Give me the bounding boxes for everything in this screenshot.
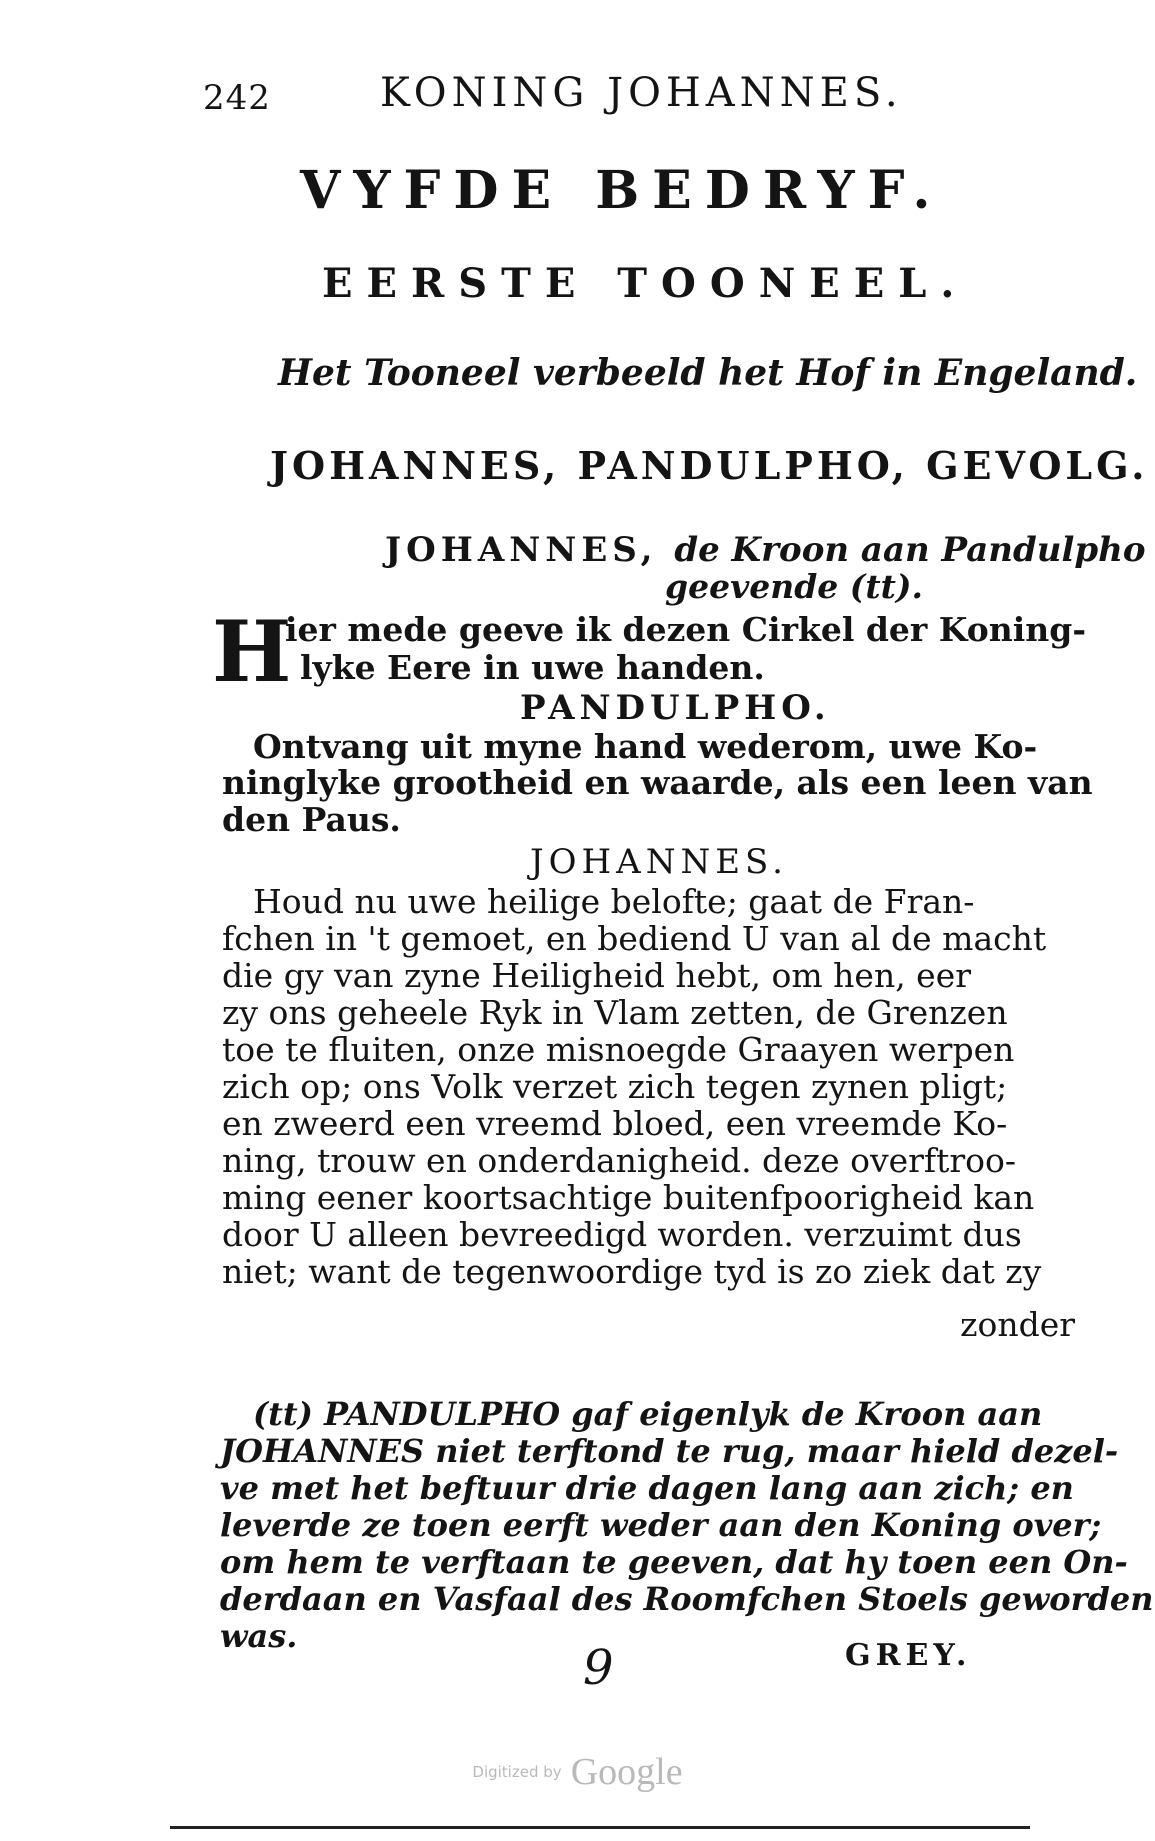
page-number: 242 xyxy=(203,78,271,118)
text-line: zich op; ons Volk verzet zich tegen zynen pligt; xyxy=(222,1067,1008,1106)
footnote-line: ve met het beftuur drie dagen lang aan zich; en xyxy=(220,1469,1074,1507)
watermark-prefix: Digitized by xyxy=(472,1763,562,1781)
scan-edge-rule xyxy=(170,1826,1030,1829)
text-line: fchen in 't gemoet, en bediend U van al de macht xyxy=(222,919,1047,958)
text-line: ning, trouw en onderdanigheid. deze overftroo- xyxy=(222,1141,1017,1180)
text-line: die gy van zyne Heiligheid hebt, om hen, eer xyxy=(222,956,972,995)
footnote-line: JOHANNES niet terftond te rug, maar hield dezel- xyxy=(220,1432,1119,1470)
running-title: KONING JOHANNES. xyxy=(380,70,903,116)
text-line: ier mede geeve ik dezen Cirkel der Koning- xyxy=(285,610,1087,649)
footnote-line: derdaan en Vasfaal des Roomfchen Stoels geworden xyxy=(220,1580,1154,1618)
speaker-johannes xyxy=(385,530,1146,570)
catchword: zonder xyxy=(960,1305,1075,1344)
dramatis-personae: JOHANNES, PANDULPHO, GEVOLG. xyxy=(270,443,1149,488)
stage-setting: Het Tooneel verbeeld het Hof in Engeland. xyxy=(278,352,1138,394)
text-line: den Paus. xyxy=(222,800,401,839)
text-line: door U alleen bevreedigd worden. verzuimt dus xyxy=(222,1215,1022,1254)
speaker-pandulpho: PANDULPHO. xyxy=(520,688,831,728)
text-line: niet; want de tegenwoordige tyd is zo ziek dat zy xyxy=(222,1252,1042,1291)
stage-direction: de Kroon aan Pandulpho xyxy=(674,530,1146,570)
drop-cap: H xyxy=(212,602,292,701)
text-line: ming eener koortsachtige buitenfpoorigheid kan xyxy=(222,1178,1035,1217)
text-line: Ontvang uit myne hand wederom, uwe Ko- xyxy=(253,727,1038,766)
text-line: ninglyke grootheid en waarde, als een leen van xyxy=(222,763,1093,802)
speaker-johannes-2: JOHANNES. xyxy=(530,842,788,882)
catchword-bottom: GREY. xyxy=(845,1638,972,1673)
scene-title: EERSTE TOONEEL. xyxy=(322,260,969,307)
text-line: zy ons geheele Ryk in Vlam zetten, de Grenzen xyxy=(222,993,1008,1032)
stage-direction-cont: geevende (tt). xyxy=(665,567,923,606)
text-line: lyke Eere in uwe handen. xyxy=(300,648,765,687)
text-line: Houd nu uwe heilige belofte; gaat de Fran- xyxy=(253,882,975,921)
text-line: toe te fluiten, onze misnoegde Graayen werpen xyxy=(222,1030,1015,1069)
footnote-line: leverde ze toen eerft weder aan den Koning over; xyxy=(220,1506,1102,1544)
signature-mark: 9 xyxy=(583,1640,614,1696)
digitized-watermark xyxy=(0,1750,1155,1794)
footnote-line: was. xyxy=(220,1617,298,1655)
footnote-line: om hem te verftaan te geeven, dat hy toen een On- xyxy=(220,1543,1128,1581)
text-line: en zweerd een vreemd bloed, een vreemde Ko- xyxy=(222,1104,1008,1143)
google-logo: Google xyxy=(570,1751,683,1793)
act-title: VYFDE BEDRYF. xyxy=(300,160,944,221)
footnote-line: (tt) PANDULPHO gaf eigenlyk de Kroon aan xyxy=(253,1395,1043,1433)
speaker-name: JOHANNES, xyxy=(385,530,658,570)
